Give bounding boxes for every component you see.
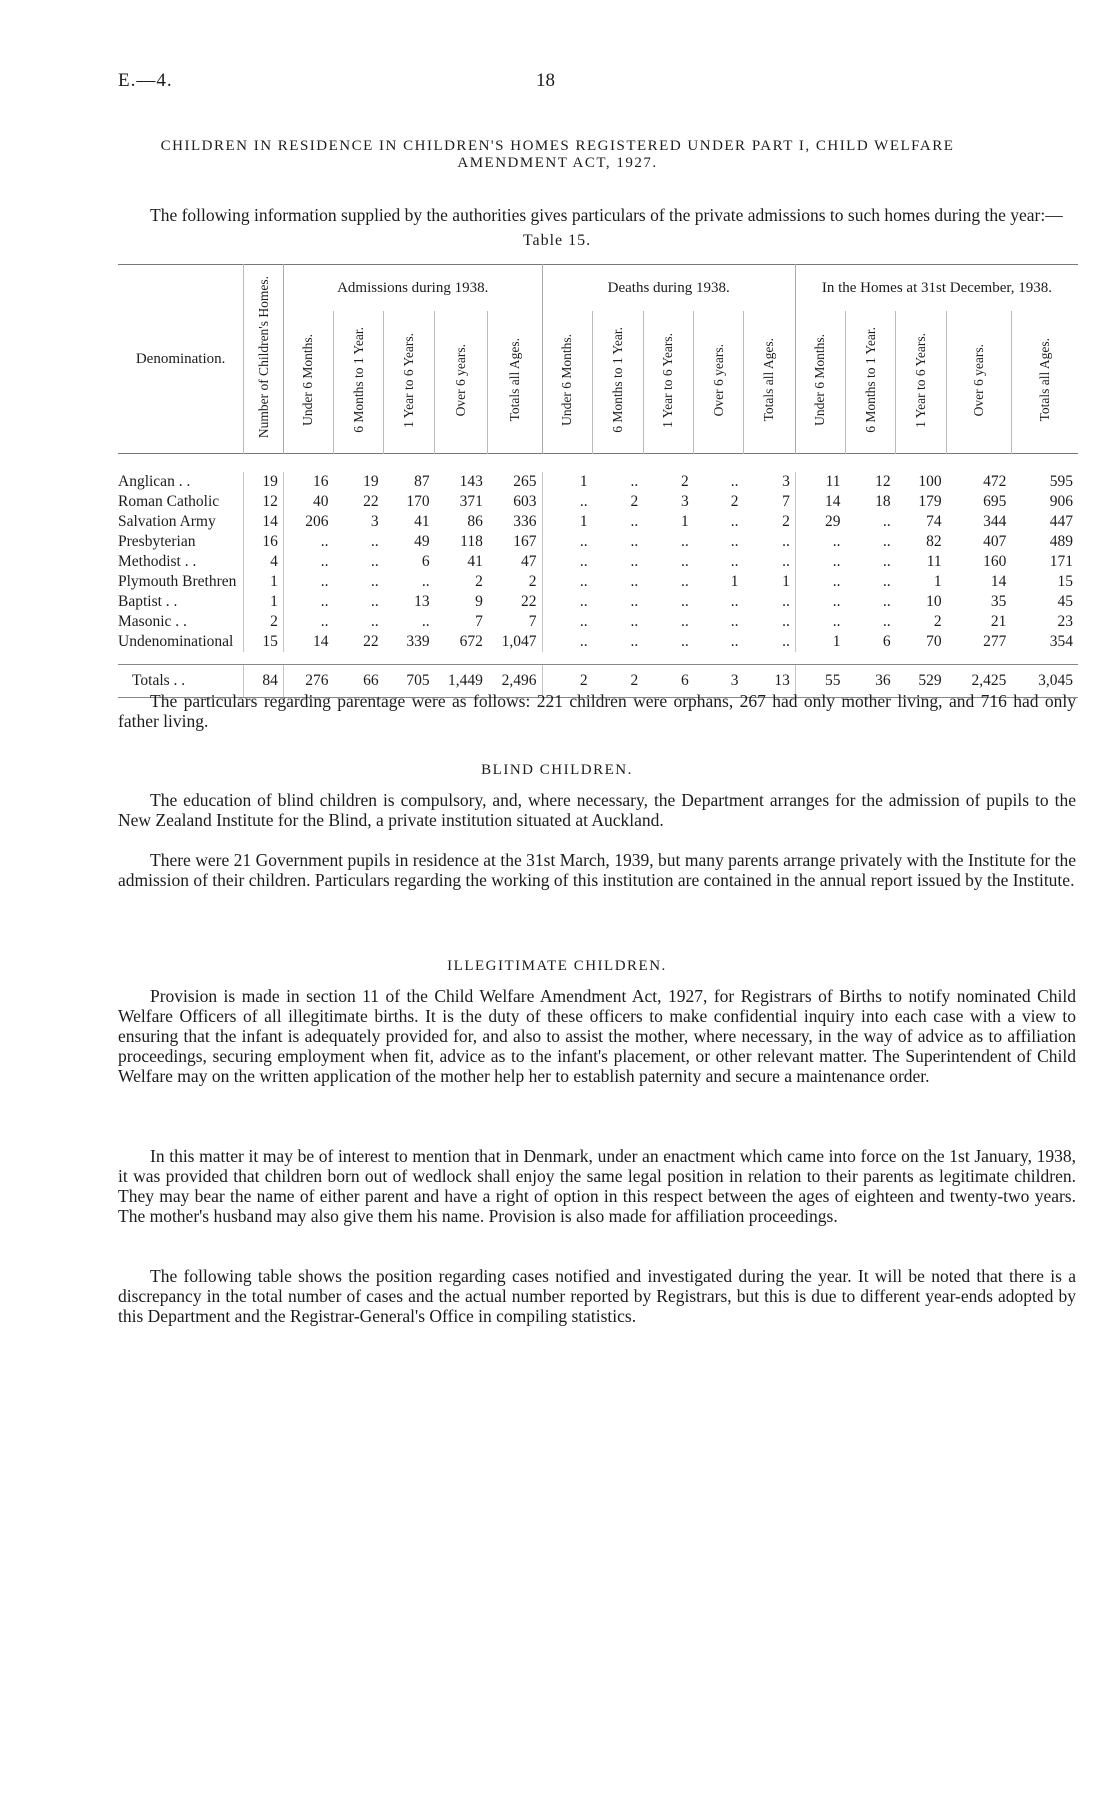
row-denomination: Anglican . . — [118, 473, 191, 490]
intro-paragraph: The following information supplied by the authorities gives particulars of the private admissions to such homes during the year:— — [150, 204, 1063, 225]
table-cell: .. — [795, 552, 845, 572]
col-header-admissions-under-6-months: Under 6 Months. — [283, 311, 333, 454]
table-cell: .. — [782, 633, 790, 650]
table-cell: 40 — [283, 492, 333, 512]
table-cell: .. — [681, 613, 689, 630]
table-cell: 1 — [681, 513, 689, 530]
table-cell: 595 — [1049, 473, 1073, 490]
table-cell: 1 — [542, 512, 593, 532]
illegitimate-children-heading: ILLEGITIMATE CHILDREN. — [447, 958, 667, 974]
table-cell: 22 — [363, 633, 379, 650]
table-cell: 529 — [896, 665, 947, 698]
table-caption: Table 15. — [522, 232, 592, 249]
table-cell: .. — [283, 532, 333, 552]
blind-children-paragraph-1: The education of blind children is compulsory, and, where necessary, the Department arranges for the admission of pupils to the New Zealand Institute for the Blind, a private institution situated at Auckland. — [118, 790, 1076, 830]
table-cell: 41 — [467, 553, 483, 570]
illegitimate-children-paragraph-3: The following table shows the position regarding cases notified and investigated during the year. It will be noted that there is a discrepancy in the total number of cases and the actual number reported by Registrars, but this is due to different year-ends adopted by this Department and the Registrar-General's Office in compiling statistics. — [118, 1266, 1076, 1326]
table-cell: 23 — [1057, 613, 1073, 630]
table-cell: 29 — [795, 512, 845, 532]
table-cell: .. — [795, 532, 845, 552]
row-denomination: Masonic . . — [118, 613, 187, 630]
table-cell: 87 — [414, 473, 430, 490]
table-cell: 4 — [244, 552, 284, 572]
col-header-deaths-totals: Totals all Ages. — [743, 311, 795, 454]
table-cell: 7 — [475, 613, 483, 630]
table-cell: 489 — [1049, 533, 1073, 550]
table-cell: 6 — [882, 633, 891, 650]
row-denomination: Plymouth Brethren — [118, 573, 237, 590]
table-cell: 15 — [244, 632, 284, 652]
table-cell: .. — [542, 592, 593, 612]
table-cell: .. — [630, 513, 639, 530]
table-cell: .. — [795, 592, 845, 612]
table-row — [118, 512, 1078, 532]
col-header-admissions-totals: Totals all Ages. — [488, 311, 542, 454]
table-cell: 11 — [926, 553, 942, 570]
table-cell: 86 — [467, 513, 483, 530]
table-cell: 2 — [475, 573, 483, 590]
table-cell: .. — [882, 553, 891, 570]
table-cell: .. — [795, 572, 845, 592]
table-cell: 1 — [795, 632, 845, 652]
table-cell: .. — [370, 533, 379, 550]
table-cell: .. — [542, 492, 593, 512]
table-cell: 13 — [743, 665, 795, 698]
table-cell: 41 — [414, 513, 430, 530]
table-cell: .. — [630, 533, 639, 550]
table-cell: 21 — [990, 613, 1007, 630]
blind-children-heading: BLIND CHILDREN. — [481, 762, 633, 778]
table-15 — [118, 264, 1078, 698]
table-cell: 16 — [283, 472, 333, 492]
table-cell: 3,045 — [1011, 665, 1078, 698]
table-cell: .. — [542, 632, 593, 652]
table-cell: 2 — [630, 493, 639, 510]
table-cell: .. — [542, 612, 593, 632]
row-denomination: Presbyterian — [118, 533, 196, 550]
illegitimate-children-paragraph-2: In this matter it may be of interest to mention that in Denmark, under an enactment which came into force on the 1st January, 1938, it was provided that children born out of wedlock shall enjoy the same legal position in relation to their parents as legitimate children. They may bear the name of either parent and have a right of option in this respect between the ages of eighteen and twenty-two years. The mother's husband may also give them his name. Provision is also made for affiliation proceedings. — [118, 1146, 1076, 1226]
table-cell: .. — [681, 553, 689, 570]
col-header-homes-6-months-to-1-year: 6 Months to 1 Year. — [846, 311, 896, 454]
table-cell: .. — [730, 553, 739, 570]
table-cell: 2 — [730, 493, 739, 510]
table-cell: 84 — [244, 665, 284, 698]
table-cell: 45 — [1057, 593, 1073, 610]
table-row — [118, 492, 1078, 512]
table-cell: 206 — [283, 512, 333, 532]
table-15-body — [118, 454, 1078, 698]
table-cell: .. — [730, 593, 739, 610]
row-denomination: Undenominational — [118, 633, 234, 650]
table-cell: 695 — [983, 493, 1007, 510]
table-cell: .. — [730, 633, 739, 650]
table-cell: 906 — [1049, 493, 1073, 510]
table-cell: 100 — [918, 473, 942, 490]
table-row — [118, 532, 1078, 552]
table-cell: .. — [681, 633, 689, 650]
table-cell: .. — [283, 572, 333, 592]
table-cell: .. — [882, 533, 891, 550]
table-cell: 11 — [795, 472, 845, 492]
row-denomination: Methodist . . — [118, 553, 197, 570]
table-cell: 14 — [990, 573, 1007, 590]
table-cell: .. — [542, 532, 593, 552]
table-cell: .. — [542, 552, 593, 572]
table-cell: .. — [283, 612, 333, 632]
col-header-deaths-under-6-months: Under 6 Months. — [542, 311, 593, 454]
table-spacer — [118, 454, 1078, 473]
col-header-number-of-homes: Number of Children's Homes. — [244, 265, 284, 454]
table-cell: 170 — [406, 493, 430, 510]
table-cell: 47 — [521, 553, 537, 570]
table-cell: 13 — [414, 593, 430, 610]
group-header-admissions: Admissions during 1938. — [283, 265, 542, 312]
col-header-admissions-over-6-years: Over 6 years. — [435, 311, 488, 454]
table-cell: .. — [370, 553, 379, 570]
col-header-homes-over-6-years: Over 6 years. — [947, 311, 1012, 454]
table-cell: .. — [370, 613, 379, 630]
col-header-admissions-1-to-6-years: 1 Year to 6 Years. — [384, 311, 435, 454]
table-cell: 160 — [983, 553, 1007, 570]
row-denomination: Baptist . . — [118, 593, 178, 610]
table-cell: 15 — [1057, 573, 1073, 590]
table-cell: 1 — [782, 573, 790, 590]
table-cell: 2 — [782, 513, 790, 530]
table-cell: 1 — [244, 572, 284, 592]
table-cell: 12 — [244, 492, 284, 512]
table-cell: 16 — [244, 532, 284, 552]
table-cell: 603 — [513, 493, 537, 510]
report-reference: E.—4. — [118, 70, 173, 91]
table-cell: 2,425 — [947, 665, 1012, 698]
table-cell: 14 — [244, 512, 284, 532]
table-cell: 167 — [513, 533, 537, 550]
table-cell: 36 — [846, 665, 896, 698]
table-cell: 2 — [593, 665, 644, 698]
table-cell: .. — [882, 613, 891, 630]
table-cell: 10 — [926, 593, 942, 610]
section-heading-children-in-residence: CHILDREN IN RESIDENCE IN CHILDREN'S HOMES REGISTERED UNDER PART I, CHILD WELFARE AMENDMENT ACT, 1927. — [160, 138, 955, 171]
table-cell: .. — [730, 613, 739, 630]
table-cell: .. — [681, 573, 689, 590]
table-cell: 3 — [782, 473, 790, 490]
table-cell: .. — [370, 573, 379, 590]
table-cell: 171 — [1049, 553, 1073, 570]
table-cell: .. — [283, 552, 333, 572]
col-header-deaths-1-to-6-years: 1 Year to 6 Years. — [643, 311, 694, 454]
table-cell: 14 — [795, 492, 845, 512]
page-number: 18 — [536, 70, 555, 91]
table-cell: .. — [882, 573, 891, 590]
table-cell: 339 — [406, 633, 430, 650]
table-cell: 179 — [918, 493, 942, 510]
table-cell: 2 — [681, 473, 689, 490]
table-cell: 354 — [1049, 633, 1073, 650]
table-cell: 407 — [983, 533, 1007, 550]
table-cell: .. — [730, 533, 739, 550]
table-cell: 35 — [990, 593, 1007, 610]
table-cell: 3 — [681, 493, 689, 510]
col-header-denomination: Denomination. — [135, 350, 226, 367]
table-cell: .. — [630, 573, 639, 590]
table-cell: 672 — [459, 633, 483, 650]
table-cell: 2 — [933, 613, 942, 630]
row-denomination: Salvation Army — [118, 513, 216, 530]
col-header-homes-under-6-months: Under 6 Months. — [795, 311, 845, 454]
table-cell: 2 — [528, 573, 537, 590]
table-cell: 143 — [459, 473, 483, 490]
table-cell: 118 — [460, 533, 483, 550]
table-cell: 7 — [528, 613, 537, 630]
table-cell: .. — [370, 593, 379, 610]
table-cell: .. — [630, 593, 639, 610]
table-cell: 1,047 — [501, 633, 537, 650]
table-row — [118, 612, 1078, 632]
table-cell: .. — [630, 613, 639, 630]
table-cell: 7 — [782, 493, 790, 510]
table-cell: .. — [782, 533, 790, 550]
parentage-paragraph: The particulars regarding parentage were as follows: 221 children were orphans, 267 had only mother living, and 716 had only father living. — [118, 691, 1076, 731]
group-header-deaths: Deaths during 1938. — [542, 265, 795, 312]
table-cell: .. — [782, 553, 790, 570]
table-cell: .. — [681, 593, 689, 610]
table-cell: 9 — [475, 593, 483, 610]
table-cell: 6 — [421, 553, 430, 570]
table-row — [118, 632, 1078, 652]
table-cell: 82 — [926, 533, 942, 550]
table-cell: 6 — [643, 665, 694, 698]
table-cell: .. — [882, 513, 891, 530]
table-cell: .. — [421, 613, 430, 630]
col-header-homes-totals: Totals all Ages. — [1011, 311, 1078, 454]
table-cell: 55 — [795, 665, 845, 698]
table-cell: 1 — [244, 592, 284, 612]
table-cell: 1 — [730, 573, 739, 590]
table-cell: 14 — [283, 632, 333, 652]
col-header-admissions-6-months-to-1-year: 6 Months to 1 Year. — [334, 311, 384, 454]
group-header-in-homes: In the Homes at 31st December, 1938. — [795, 265, 1078, 312]
table-cell: 22 — [521, 593, 537, 610]
table-cell: .. — [730, 473, 739, 490]
table-cell: 49 — [414, 533, 430, 550]
col-header-homes-1-to-6-years: 1 Year to 6 Years. — [896, 311, 947, 454]
illegitimate-children-paragraph-1: Provision is made in section 11 of the Child Welfare Amendment Act, 1927, for Registrars of Births to notify nominated Child Welfare Officers of all illegitimate births. It is the duty of these officers to make confidential inquiry into each case with a view to ensuring that the infant is adequately provided for, and also to assist the mother, where necessary, in the way of advice as to affiliation proceedings, securing employment when fit, advice as to the infant's placement, or other relevant matter. The Superintendent of Child Welfare may on the written application of the mother help her to establish paternity and secure a maintenance order. — [118, 986, 1076, 1086]
table-cell: 3 — [694, 665, 744, 698]
table-cell: .. — [630, 473, 639, 490]
running-header — [0, 70, 1114, 94]
table-cell: 66 — [334, 665, 384, 698]
table-row — [118, 552, 1078, 572]
table-cell: 19 — [363, 473, 379, 490]
table-row — [118, 572, 1078, 592]
table-cell: 447 — [1049, 513, 1073, 530]
table-cell: 277 — [983, 633, 1007, 650]
table-cell: .. — [630, 553, 639, 570]
table-cell: 70 — [926, 633, 942, 650]
col-header-deaths-over-6-years: Over 6 years. — [694, 311, 744, 454]
row-denomination: Roman Catholic — [118, 493, 220, 510]
table-cell: .. — [630, 633, 639, 650]
row-denomination: Totals . . — [118, 665, 244, 698]
table-cell: .. — [681, 533, 689, 550]
blind-children-paragraph-2: There were 21 Government pupils in residence at the 31st March, 1939, but many parents arrange privately with the Institute for the admission of their children. Particulars regarding the working of this institution are contained in the annual report issued by the Institute. — [118, 850, 1076, 890]
table-cell: .. — [421, 573, 430, 590]
table-cell: 22 — [363, 493, 379, 510]
table-cell: 705 — [384, 665, 435, 698]
table-cell: 2 — [244, 612, 284, 632]
table-cell: 18 — [875, 493, 891, 510]
table-cell: .. — [782, 613, 790, 630]
table-cell: .. — [782, 593, 790, 610]
table-cell: .. — [882, 593, 891, 610]
table-spacer — [118, 652, 1078, 665]
table-cell: 2,496 — [488, 665, 542, 698]
table-row — [118, 472, 1078, 492]
table-cell: 344 — [983, 513, 1007, 530]
table-cell: .. — [283, 592, 333, 612]
table-row — [118, 592, 1078, 612]
table-cell: 3 — [370, 513, 379, 530]
col-header-deaths-6-months-to-1-year: 6 Months to 1 Year. — [593, 311, 644, 454]
table-cell: 2 — [542, 665, 593, 698]
table-cell: 336 — [513, 513, 537, 530]
table-cell: 74 — [926, 513, 942, 530]
table-cell: 12 — [875, 473, 891, 490]
table-cell: 1 — [933, 573, 942, 590]
table-cell: .. — [730, 513, 739, 530]
table-cell: 19 — [244, 472, 284, 492]
table-cell: .. — [795, 612, 845, 632]
table-cell: 276 — [283, 665, 333, 698]
table-cell: 1,449 — [435, 665, 488, 698]
table-cell: 371 — [459, 493, 483, 510]
table-cell: 265 — [513, 473, 537, 490]
table-cell: 1 — [542, 472, 593, 492]
table-cell: 472 — [983, 473, 1007, 490]
table-cell: .. — [542, 572, 593, 592]
